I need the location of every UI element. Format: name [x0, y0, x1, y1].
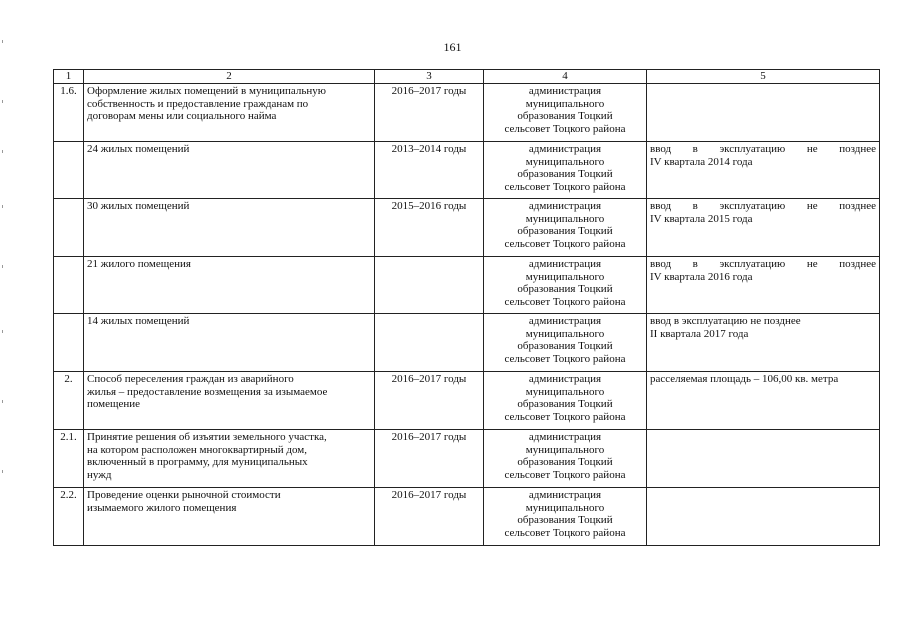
page-number: 161: [443, 40, 462, 54]
executor-line: образования Тоцкий: [517, 168, 613, 180]
executor-line: образования Тоцкий: [517, 456, 613, 468]
header-cell-3: 3: [375, 70, 484, 84]
item-name-cell: [84, 257, 375, 314]
period-cell: [375, 314, 484, 372]
item-name-line: Проведение оценки рыночной стоимости: [87, 489, 281, 501]
item-name-line: договорам мены или социального найма: [87, 110, 277, 122]
executor-cell: [484, 430, 647, 488]
table-row: [54, 372, 880, 430]
header-row: [54, 70, 880, 84]
result-cell: [647, 84, 880, 142]
result-cell: [647, 199, 880, 257]
item-number-cell: 2.2.: [54, 488, 84, 546]
item-name-line: на котором расположен многоквартирный дом,: [87, 443, 307, 456]
header-cell-1: 1: [54, 70, 84, 84]
executor-line: администрация: [528, 315, 602, 327]
period-cell: [375, 257, 484, 314]
item-name-line: помещение: [87, 398, 141, 410]
item-name-line: Оформление жилых помещений в муниципальную: [87, 85, 326, 97]
executor-line: образования Тоцкий: [517, 340, 613, 352]
item-name-cell: [84, 142, 375, 199]
item-number-cell: [54, 142, 84, 199]
result-line: расселяемая площадь – 106,00 кв. метра: [650, 373, 839, 385]
item-number-cell: 2.: [54, 372, 84, 430]
period-cell: 2013–2014 годы: [375, 142, 484, 199]
item-name-cell: [84, 314, 375, 372]
result-line: ввод в эксплуатацию не позднее: [650, 200, 876, 212]
executor-line: сельсовет Тоцкого района: [504, 122, 626, 135]
item-name-line: 30 жилых помещений: [87, 200, 190, 212]
header-cell-2: 2: [84, 70, 375, 84]
executor-line: администрация: [528, 85, 602, 97]
executor-line: муниципального: [525, 501, 605, 514]
executor-cell: [484, 488, 647, 546]
table-row: [54, 314, 880, 372]
executor-line: образования Тоцкий: [517, 110, 613, 122]
result-line: II квартала 2017 года: [650, 327, 749, 340]
executor-line: образования Тоцкий: [517, 398, 613, 410]
executor-line: муниципального: [525, 212, 605, 225]
item-name-line: Способ переселения граждан из аварийного: [87, 373, 294, 385]
executor-cell: [484, 142, 647, 199]
item-name-cell: [84, 488, 375, 546]
executor-cell: [484, 257, 647, 314]
period-cell: 2016–2017 годы: [375, 430, 484, 488]
executor-line: сельсовет Тоцкого района: [504, 468, 626, 481]
executor-line: муниципального: [525, 443, 605, 456]
item-number-cell: 1.6.: [54, 84, 84, 142]
program-table: [53, 69, 880, 546]
table-row: [54, 199, 880, 257]
table-row: [54, 430, 880, 488]
executor-line: администрация: [528, 373, 602, 385]
executor-line: муниципального: [525, 270, 605, 283]
executor-line: образования Тоцкий: [517, 225, 613, 237]
table-row: [54, 142, 880, 199]
item-name-line: жилья – предоставление возмещения за изымаемое: [87, 385, 328, 398]
result-cell: [647, 488, 880, 546]
item-name-line: 14 жилых помещений: [87, 315, 190, 327]
executor-line: сельсовет Тоцкого района: [504, 180, 626, 193]
item-name-line: нужд: [87, 468, 112, 481]
item-name-line: 21 жилого помещения: [87, 258, 191, 270]
header-cell-5: 5: [647, 70, 880, 84]
item-name-line: Принятие решения об изъятии земельного участка,: [87, 431, 327, 443]
item-number-cell: [54, 199, 84, 257]
executor-cell: [484, 372, 647, 430]
result-line: ввод в эксплуатацию не позднее: [650, 143, 876, 155]
item-name-line: изымаемого жилого помещения: [87, 501, 237, 514]
result-cell: [647, 257, 880, 314]
item-name-cell: [84, 372, 375, 430]
result-cell: [647, 372, 880, 430]
item-name-cell: [84, 84, 375, 142]
result-cell: [647, 314, 880, 372]
executor-line: сельсовет Тоцкого района: [504, 352, 626, 365]
item-number-cell: 2.1.: [54, 430, 84, 488]
period-cell: 2015–2016 годы: [375, 199, 484, 257]
result-line: ввод в эксплуатацию не позднее: [650, 258, 876, 270]
item-number-cell: [54, 314, 84, 372]
result-cell: [647, 430, 880, 488]
executor-line: сельсовет Тоцкого района: [504, 410, 626, 423]
executor-line: администрация: [528, 489, 602, 501]
period-cell: 2016–2017 годы: [375, 372, 484, 430]
item-name-line: включенный в программу, для муниципальных: [87, 456, 308, 468]
table-row: [54, 488, 880, 546]
executor-cell: [484, 84, 647, 142]
executor-line: администрация: [528, 143, 602, 155]
item-name-cell: [84, 430, 375, 488]
executor-line: образования Тоцкий: [517, 283, 613, 295]
executor-line: администрация: [528, 431, 602, 443]
item-name-cell: [84, 199, 375, 257]
result-cell: [647, 142, 880, 199]
executor-cell: [484, 199, 647, 257]
item-name-line: 24 жилых помещений: [87, 143, 190, 155]
period-cell: 2016–2017 годы: [375, 84, 484, 142]
executor-cell: [484, 314, 647, 372]
result-line: IV квартала 2015 года: [650, 212, 753, 225]
executor-line: муниципального: [525, 327, 605, 340]
table-row: [54, 84, 880, 142]
executor-line: сельсовет Тоцкого района: [504, 237, 626, 250]
executor-line: муниципального: [525, 385, 605, 398]
period-cell: 2016–2017 годы: [375, 488, 484, 546]
item-number-cell: [54, 257, 84, 314]
header-cell-4: 4: [484, 70, 647, 84]
result-line: IV квартала 2014 года: [650, 155, 753, 168]
executor-line: администрация: [528, 258, 602, 270]
result-line: ввод в эксплуатацию не позднее: [650, 315, 801, 327]
result-line: IV квартала 2016 года: [650, 270, 753, 283]
table-row: [54, 257, 880, 314]
executor-line: образования Тоцкий: [517, 514, 613, 526]
executor-line: сельсовет Тоцкого района: [504, 526, 626, 539]
item-name-line: собственность и предоставление гражданам по: [87, 97, 309, 110]
executor-line: сельсовет Тоцкого района: [504, 295, 626, 308]
executor-line: муниципального: [525, 155, 605, 168]
executor-line: муниципального: [525, 97, 605, 110]
executor-line: администрация: [528, 200, 602, 212]
scan-margin-marks: [0, 0, 6, 640]
